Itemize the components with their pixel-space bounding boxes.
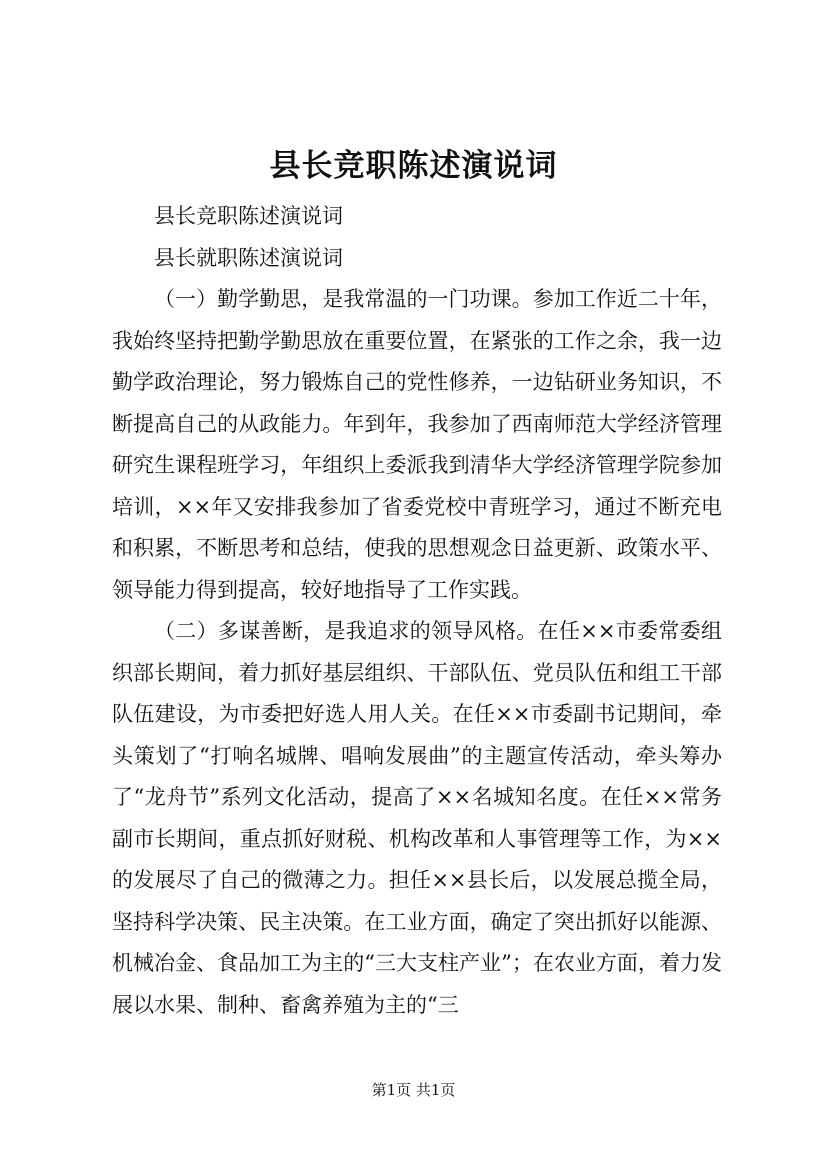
paragraph-subtitle-1: 县长竞职陈述演说词 (154, 204, 343, 228)
paragraph-section-1: （一）勤学勤思，是我常温的一门功课。参加工作近二十年，我始终坚持把勤学勤思放在重要位置，在紧张的工作之余，我一边勤学政治理论，努力锻炼自己的党性修养，一边钻研业务知识，不断提高自己的从政能力。年到年，我参加了西南师范大学经济管理研究生课程班学习，年组织上委派我到清华大学经济管理学院参加培训，××年又安排我参加了省委党校中青班学习，通过不断充电和积累，不断思考和总结，使我的思想观念日益更新、政策水平、领导能力得到提高，较好地指导了工作实践。 (112, 287, 722, 602)
paragraph-section-2: （二）多谋善断，是我追求的领导风格。在任××市委常委组织部长期间，着力抓好基层组织、干部队伍、党员队伍和组工干部队伍建设，为市委把好选人用人关。在任××市委副书记期间，牵头策划了“打响名城牌、唱响发展曲”的主题宣传活动，牵头筹办了“龙舟节”系列文化活动，提高了××名城知名度。在任××常务副市长期间，重点抓好财税、机构改革和人事管理等工作，为××的发展尽了自己的微薄之力。担任××县长后，以发展总揽全局，坚持科学决策、民主决策。在工业方面，确定了突出抓好以能源、机械冶金、食品加工为主的“三大支柱产业”；在农业方面，着力发展以水果、制种、畜禽养殖为主的“三 (112, 619, 722, 1017)
document-body (112, 196, 722, 1026)
document-title: 县长竞职陈述演说词 (269, 148, 558, 184)
paragraph-subtitle-2: 县长就职陈述演说词 (154, 245, 343, 270)
page-footer: 第1页 共1页 (371, 1081, 456, 1099)
